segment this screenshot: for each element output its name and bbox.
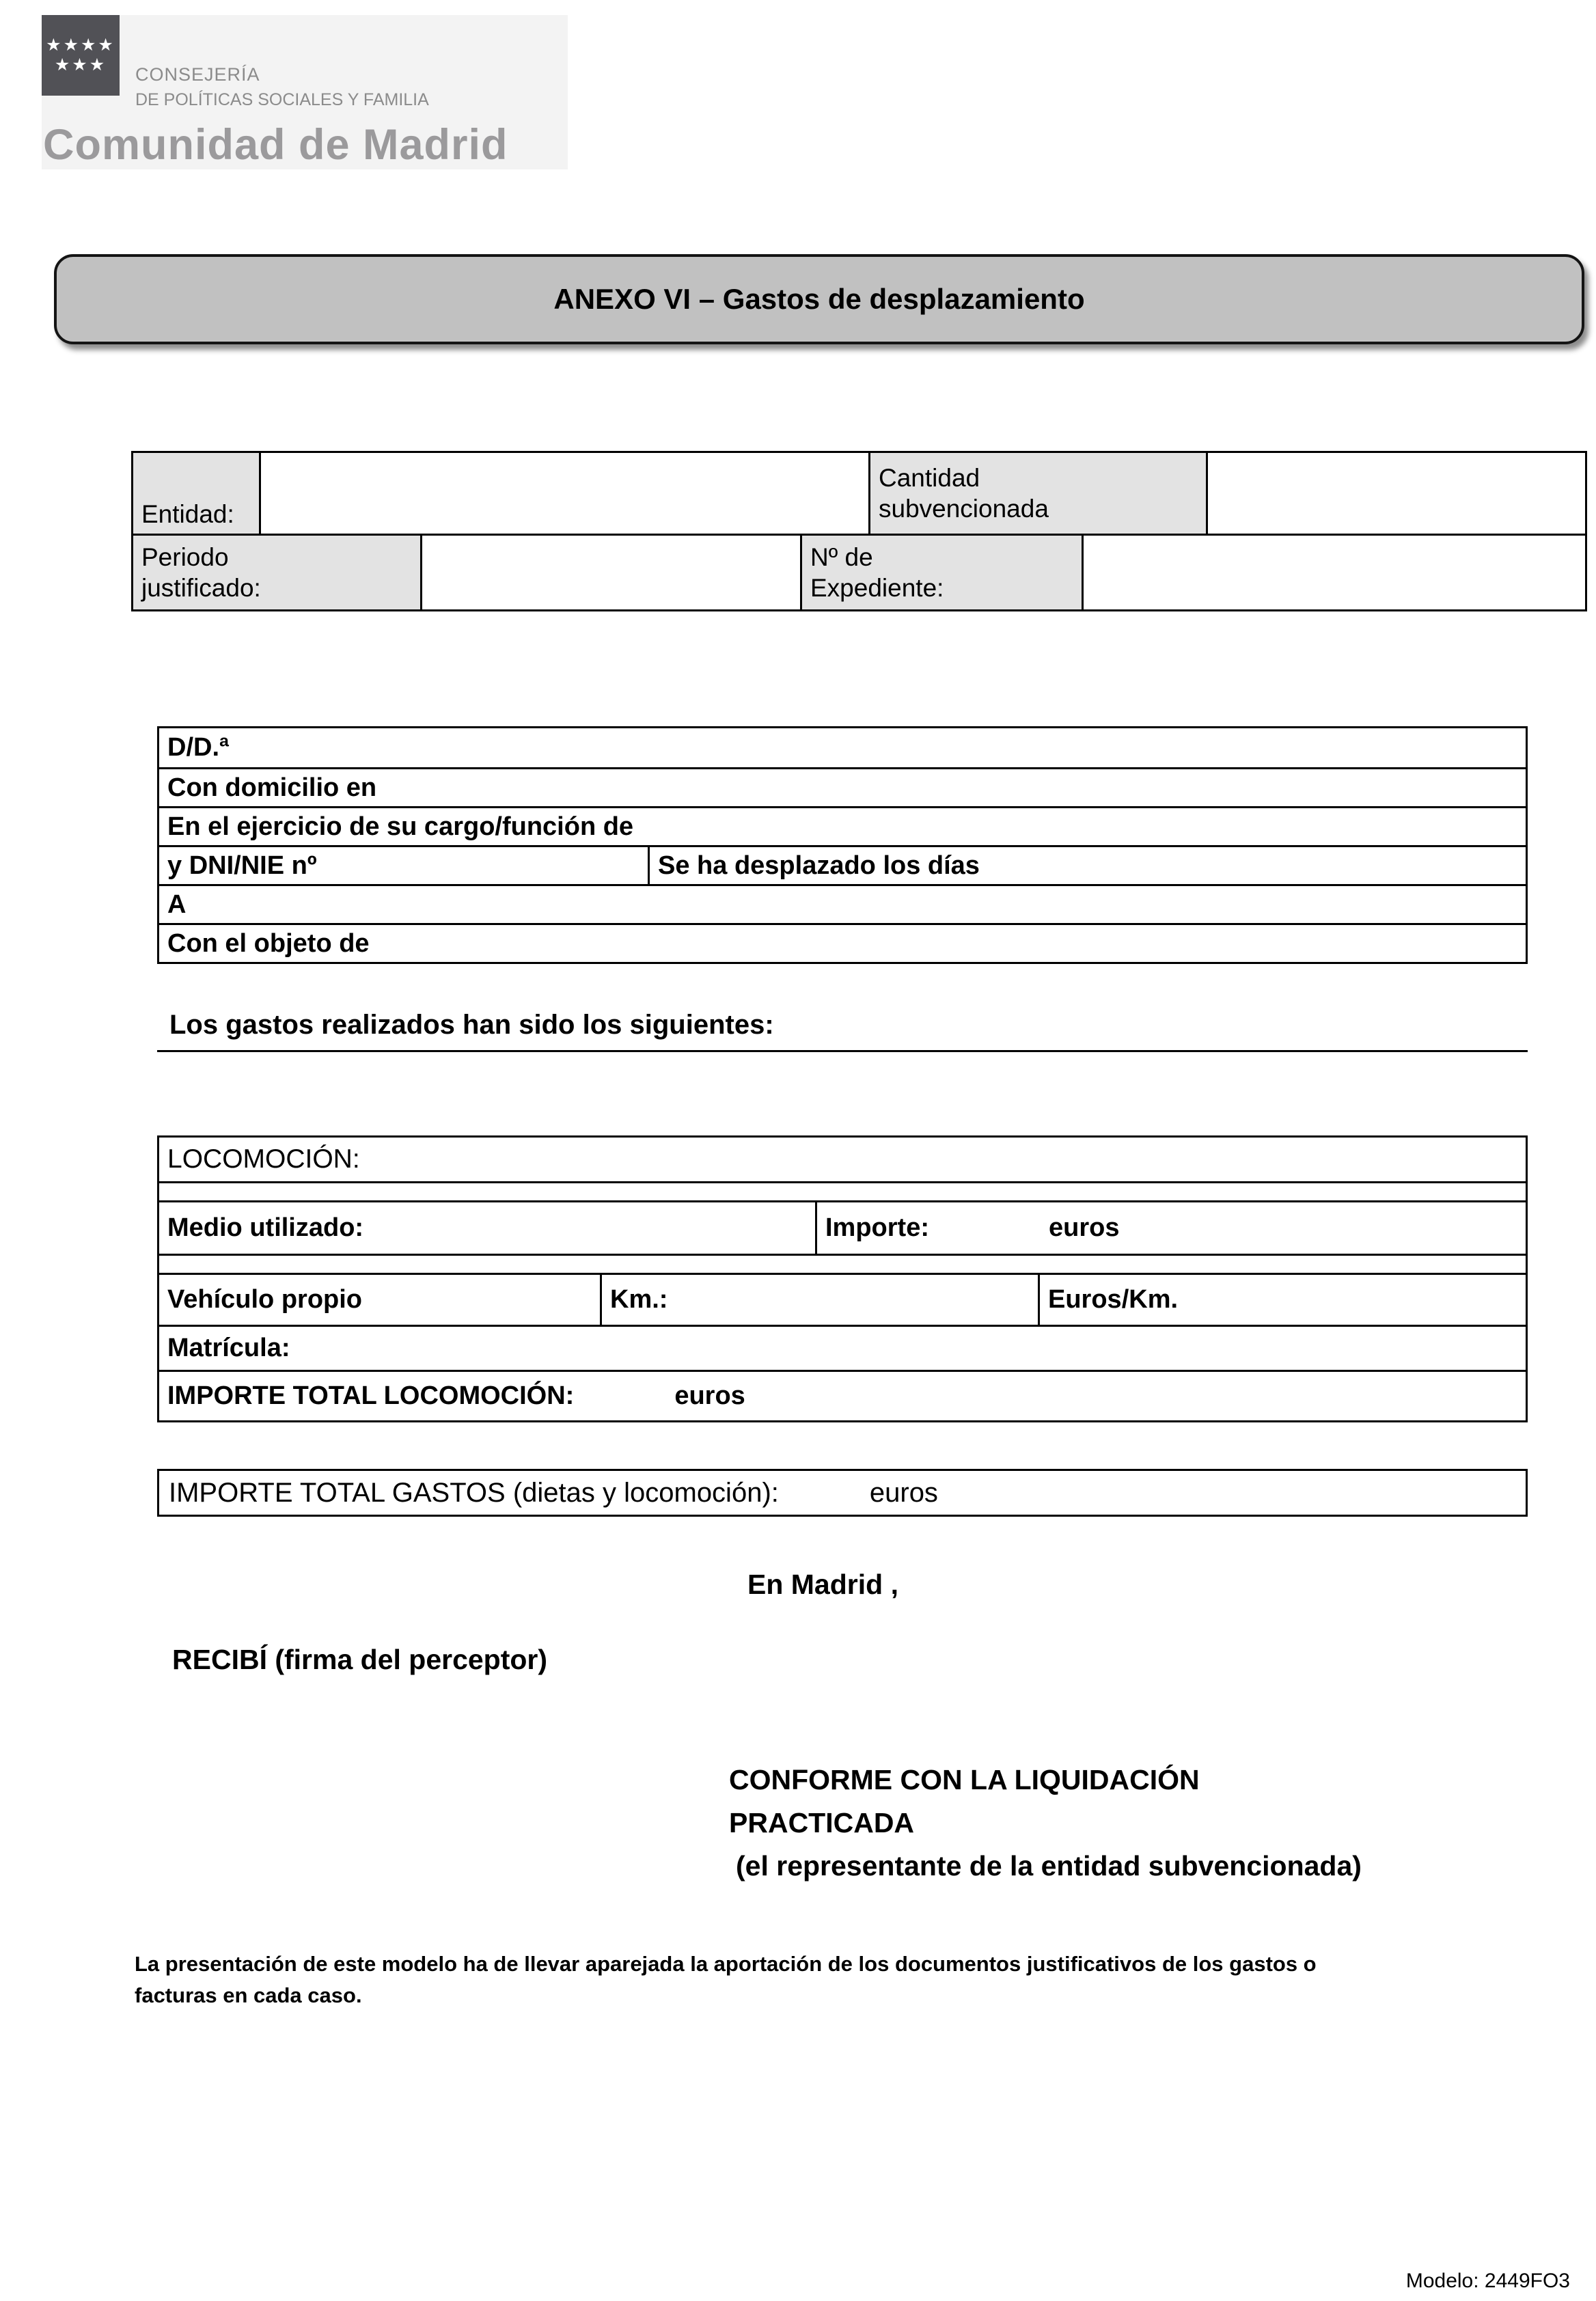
cantidad-label-line2: subvencionada bbox=[879, 495, 1049, 523]
entidad-label: Entidad: bbox=[141, 499, 234, 528]
total-gastos-box[interactable] bbox=[157, 1469, 1528, 1517]
place-date-line: En Madrid , bbox=[747, 1569, 898, 1600]
person-dni-label: y DNI/NIE nº bbox=[167, 851, 317, 880]
expediente-label-cell bbox=[800, 536, 1082, 609]
person-address-row[interactable] bbox=[159, 769, 1526, 806]
total-gastos-unit-label: euros bbox=[869, 1477, 938, 1508]
entidad-field[interactable] bbox=[259, 453, 868, 534]
conforme-line3: (el representante de la entidad subvencionada) bbox=[736, 1850, 1362, 1882]
total-locomocion-cell[interactable] bbox=[159, 1372, 1526, 1420]
conforme-block bbox=[729, 1759, 1362, 1888]
flag-stars-row2: ★★★ bbox=[54, 55, 107, 74]
person-name-row[interactable] bbox=[159, 728, 1526, 767]
expediente-label-line1: Nº de bbox=[810, 542, 873, 571]
person-address-label: Con domicilio en bbox=[167, 773, 377, 802]
cantidad-field[interactable] bbox=[1206, 453, 1585, 534]
locomocion-table bbox=[157, 1135, 1528, 1422]
km-cell[interactable] bbox=[600, 1275, 1038, 1325]
model-code: Modelo: 2449FO3 bbox=[1405, 2270, 1570, 2292]
periodo-label-line2: justificado: bbox=[141, 574, 261, 602]
flag-stars-row1: ★★★★ bbox=[46, 36, 115, 55]
conforme-line2: PRACTICADA bbox=[729, 1807, 915, 1838]
expediente-field[interactable] bbox=[1082, 536, 1585, 609]
person-dni-cell[interactable] bbox=[159, 847, 648, 884]
person-purpose-row[interactable] bbox=[159, 925, 1526, 962]
euros-km-label: Euros/Km. bbox=[1048, 1285, 1179, 1314]
locomocion-spacer-row-1 bbox=[159, 1183, 1526, 1200]
cantidad-label-line1: Cantidad bbox=[879, 463, 980, 492]
expenses-heading: Los gastos realizados han sido los siguientes: bbox=[157, 1010, 1528, 1052]
matricula-label: Matrícula: bbox=[167, 1334, 290, 1363]
person-purpose-label: Con el objeto de bbox=[167, 928, 370, 958]
locomocion-section-header bbox=[159, 1138, 1526, 1181]
importe-label: Importe: bbox=[825, 1213, 929, 1243]
periodo-field[interactable] bbox=[420, 536, 800, 609]
euros-km-cell[interactable] bbox=[1038, 1275, 1526, 1325]
person-destination-label: A bbox=[167, 890, 187, 919]
footer-note-line1: La presentación de este modelo ha de llevar aparejada la aportación de los documentos justificativos de los gastos o bbox=[135, 1952, 1317, 1976]
person-role-label: En el ejercicio de su cargo/función de bbox=[167, 812, 634, 841]
vehiculo-propio-label: Vehículo propio bbox=[167, 1285, 363, 1314]
total-locomocion-unit-label: euros bbox=[674, 1381, 745, 1411]
form-title-banner bbox=[54, 254, 1584, 344]
person-travel-days-cell[interactable] bbox=[648, 847, 1526, 884]
form-title: ANEXO VI – Gastos de desplazamiento bbox=[553, 283, 1085, 315]
org-line2: DE POLÍTICAS SOCIALES Y FAMILIA bbox=[135, 90, 429, 109]
medio-utilizado-label: Medio utilizado: bbox=[167, 1213, 364, 1243]
footer-note-line2: facturas en cada caso. bbox=[135, 1983, 362, 2007]
footer-note bbox=[135, 1948, 1317, 2011]
periodo-label-cell bbox=[133, 536, 420, 609]
total-locomocion-label: IMPORTE TOTAL LOCOMOCIÓN: bbox=[167, 1381, 575, 1411]
person-name-label: D/D.ª bbox=[167, 733, 230, 762]
person-travel-days-label: Se ha desplazado los días bbox=[658, 851, 980, 880]
conforme-line1: CONFORME CON LA LIQUIDACIÓN bbox=[729, 1764, 1200, 1795]
medio-utilizado-cell[interactable] bbox=[159, 1202, 815, 1254]
entidad-label-cell bbox=[133, 453, 259, 534]
info-table-row2 bbox=[131, 534, 1587, 611]
org-line1: CONSEJERÍA bbox=[135, 64, 260, 85]
person-destination-row[interactable] bbox=[159, 886, 1526, 923]
total-gastos-label: IMPORTE TOTAL GASTOS (dietas y locomoción): bbox=[169, 1477, 779, 1508]
vehiculo-propio-cell[interactable] bbox=[159, 1275, 600, 1325]
expediente-label-line2: Expediente: bbox=[810, 574, 944, 602]
periodo-label-line1: Periodo bbox=[141, 542, 229, 571]
importe-cell[interactable] bbox=[815, 1202, 1526, 1254]
madrid-flag-icon bbox=[42, 15, 120, 96]
locomocion-section-label: LOCOMOCIÓN: bbox=[167, 1144, 360, 1174]
brand-name: Comunidad de Madrid bbox=[43, 121, 508, 169]
recibi-line: RECIBÍ (firma del perceptor) bbox=[172, 1644, 548, 1675]
locomocion-spacer-row-2 bbox=[159, 1256, 1526, 1273]
person-table bbox=[157, 726, 1528, 964]
info-table-row1 bbox=[131, 451, 1587, 536]
importe-unit-label: euros bbox=[1049, 1213, 1120, 1243]
matricula-cell[interactable] bbox=[159, 1327, 1526, 1370]
person-role-row[interactable] bbox=[159, 808, 1526, 845]
org-name bbox=[135, 64, 429, 110]
km-label: Km.: bbox=[610, 1285, 668, 1314]
cantidad-label-cell bbox=[868, 453, 1206, 534]
